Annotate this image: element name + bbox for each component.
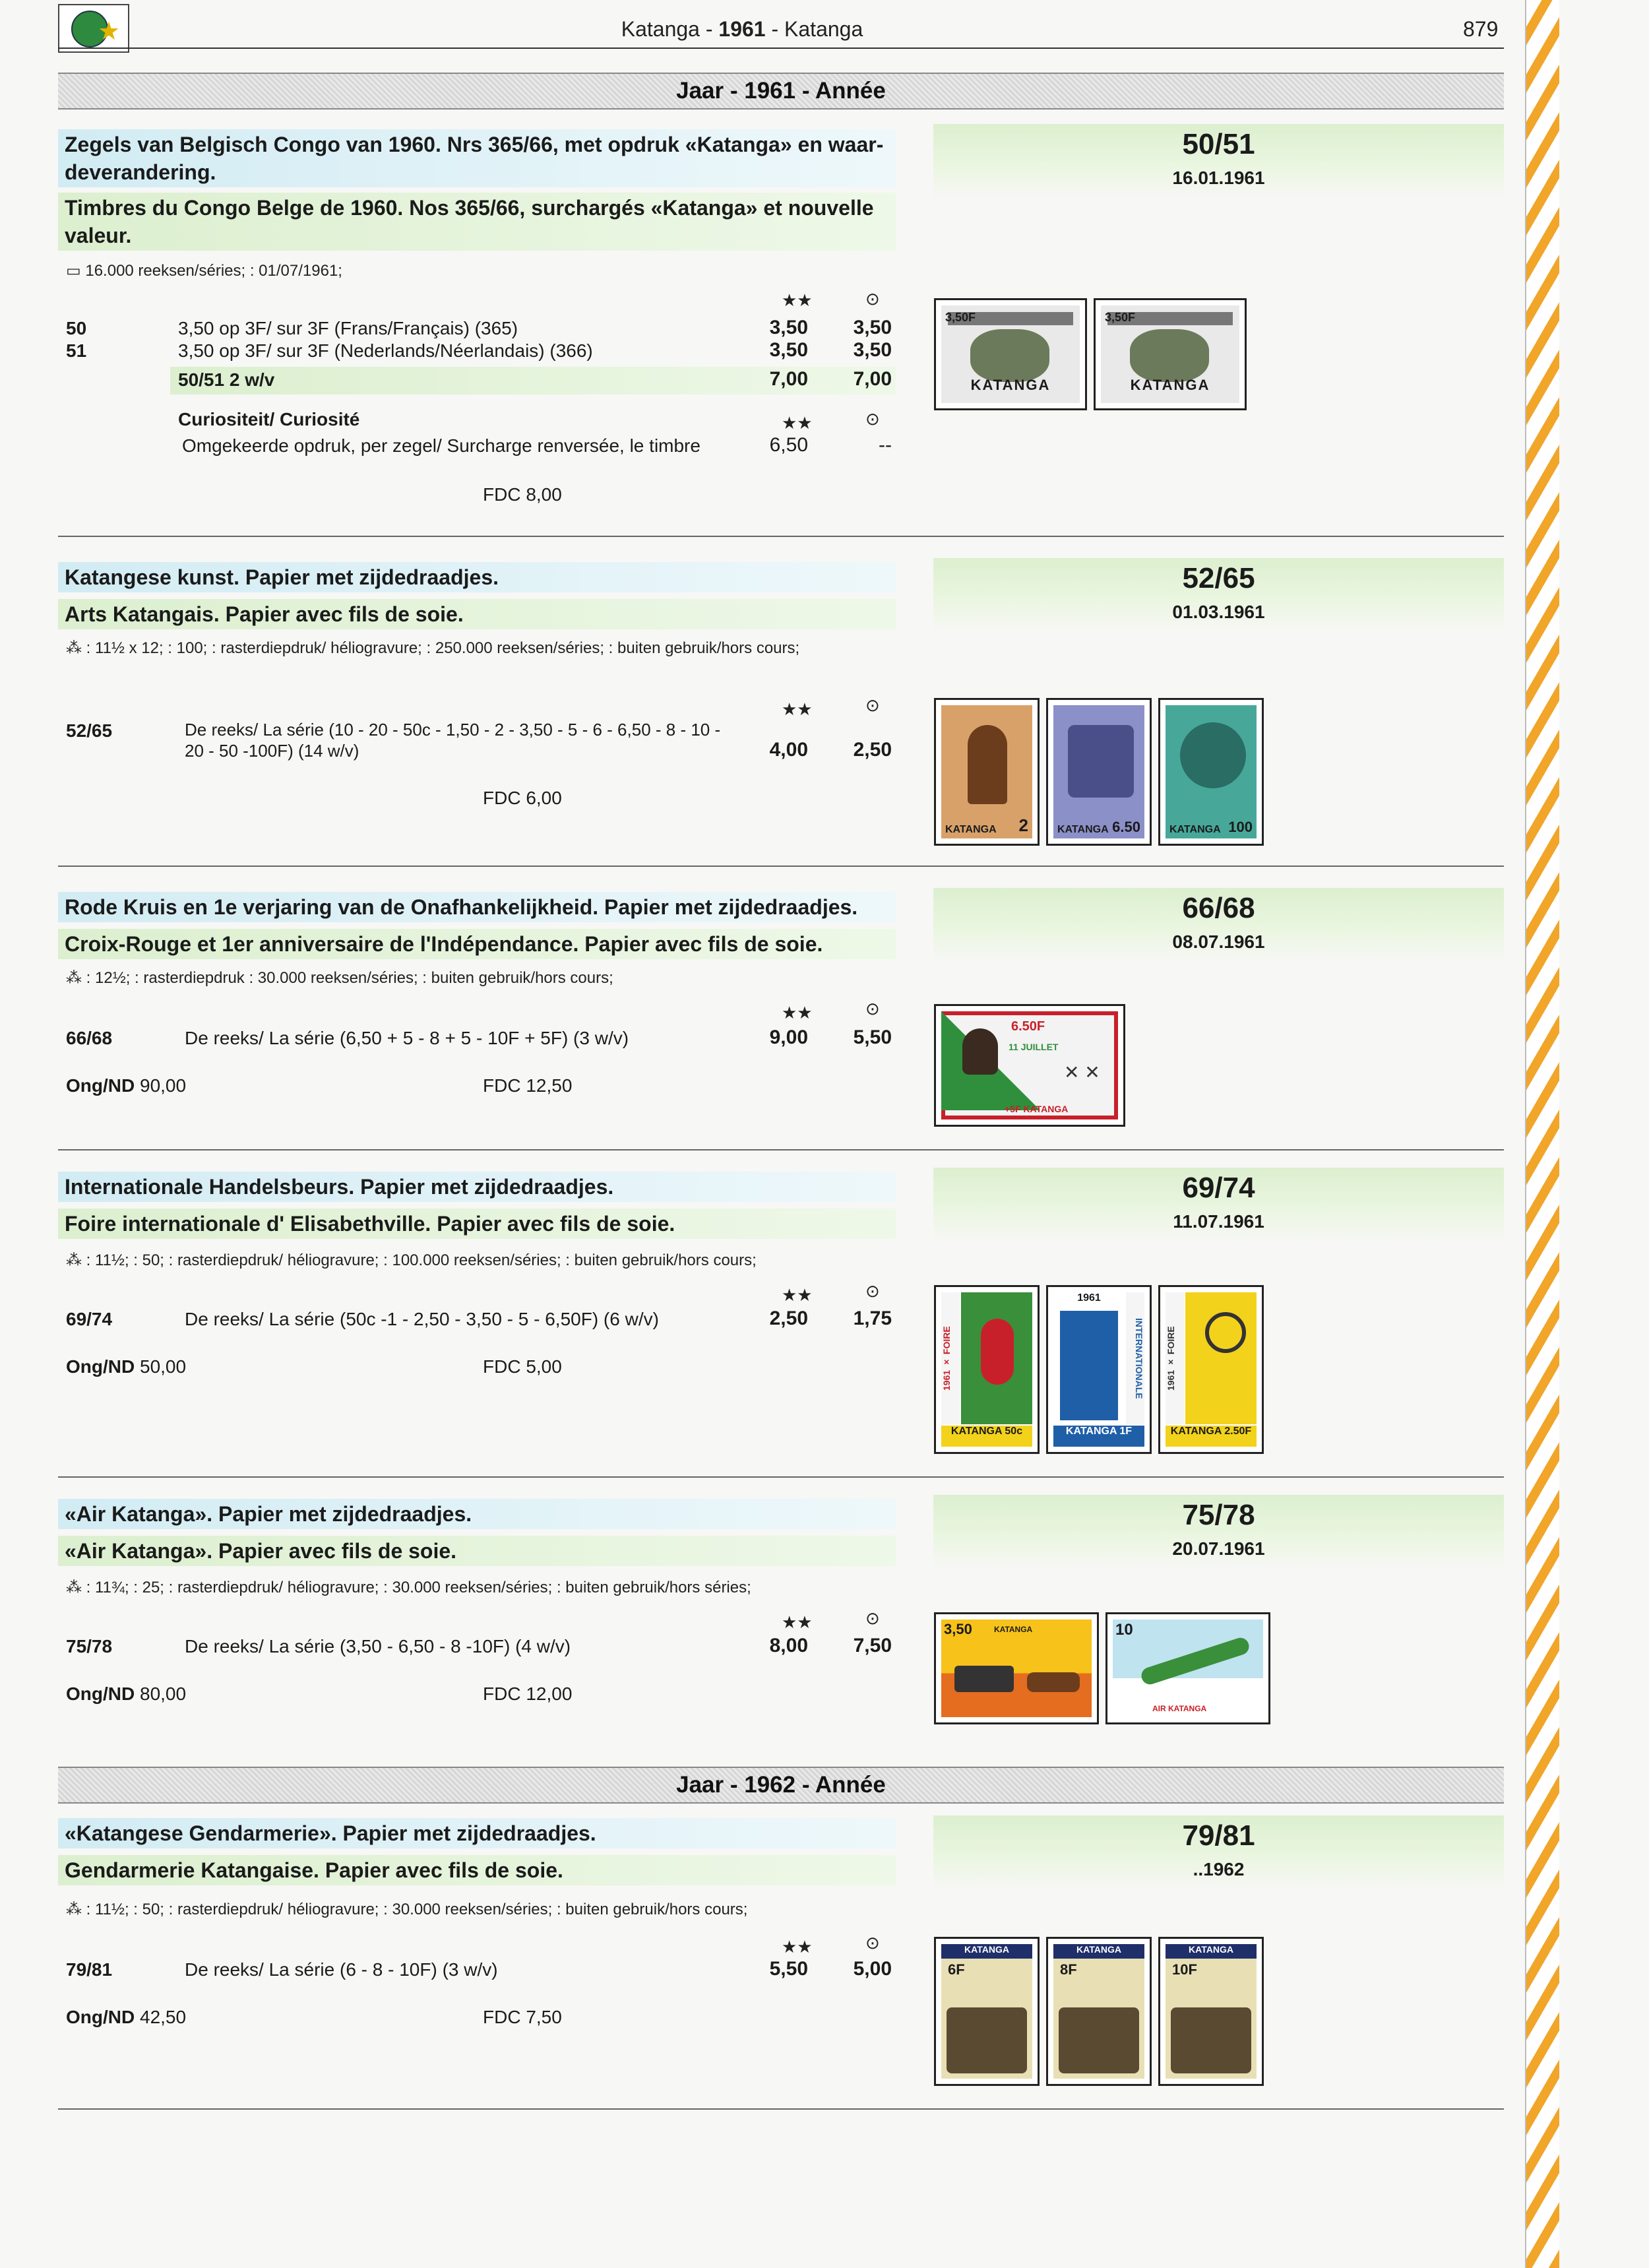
row-description: De reeks/ La série (50c -1 - 2,50 - 3,50 - 5 - 6,50F) (6 w/v) [185,1309,659,1329]
stamp-image [934,1004,1125,1127]
stamp-value: 10F [1172,1961,1197,1978]
nd-label: Ong/ND [66,1356,135,1377]
section-divider [58,866,1504,867]
page-number: 879 [1463,17,1499,41]
nd-label: Ong/ND [66,1684,135,1704]
row-description: 3,50 op 3F/ sur 3F (Nederlands/Néerlandais) (366) [178,340,593,361]
stamp-country: KATANGA [1170,1426,1222,1437]
mint-price: 5,50 [769,1958,808,1980]
mint-column-header: ★★ [782,413,813,433]
curiosity-description: Omgekeerde opdruk, per zegel/ Surcharge renversée, le timbre [182,435,700,456]
issue-date: 20.07.1961 [1172,1538,1265,1559]
stamp-country: KATANGA [941,1944,1032,1959]
mint-column-header: ★★ [782,1612,813,1632]
mint-column-header: ★★ [782,290,813,310]
stamp-value: 1F [1119,1426,1133,1437]
issue-ref-number: 75/78 [1182,1499,1255,1531]
issue-info [66,1249,890,1272]
stamp-value: 50c [1005,1426,1023,1437]
stamp-value: 3,50 [944,1621,972,1637]
issue-title-fr: Foire internationale d' Elisabethville. Papier avec fils de soie. [58,1209,896,1239]
catalog-number: 69/74 [66,1309,113,1329]
nd-price [66,1356,186,1377]
issue-title-fr: Arts Katangais. Papier avec fils de soie. [58,599,896,629]
used-column-header: ⊙ [865,1608,880,1628]
curiosity-used: -- [879,434,892,456]
issue-info [66,967,890,990]
year-banner-1962: Jaar - 1962 - Année [58,1767,1504,1804]
issue-info-text: : 11¾; : 25; : rasterdiepdruk/ héliogravure; : 30.000 reeksen/séries; : buiten gebruik/hors séries; [86,1579,751,1596]
stamp-side-text: 1961 × FOIRE [941,1292,960,1424]
used-column-header: ⊙ [865,289,880,309]
mint-price: 3,50 [769,339,808,361]
stamp-value: 100 [1228,819,1253,835]
row-description: De reeks/ La série (3,50 - 6,50 - 8 -10F) (4 w/v) [185,1636,571,1656]
nd-label: Ong/ND [66,2007,135,2027]
issue-title-nl: «Katangese Gendarmerie». Papier met zijdedraadjes. [58,1818,896,1848]
row-description: De reeks/ La série (10 - 20 - 50c - 1,50 - 2 - 3,50 - 5 - 6 - 6,50 - 8 - 10 - 20 - 50 -100F) (14 w/v) [185,720,721,761]
nd-value: 80,00 [140,1684,187,1704]
stamp-date: 11 JUILLET [1009,1042,1059,1052]
stamp-airline: AIR KATANGA [1152,1704,1207,1713]
stamp-year: 1961 [1077,1292,1101,1304]
issue-title-nl: Rode Kruis en 1e verjaring van de Onafhankelijkheid. Papier met zijdedraadjes. [58,892,896,922]
issue-info-text: : 11½; : 50; : rasterdiepdruk/ héliogravure; : 100.000 reeksen/séries; : buiten gebruik/hors cours; [86,1251,757,1269]
fdc-price: FDC 8,00 [483,484,562,505]
stamp-side-text: INTERNATIONALE [1126,1292,1144,1424]
publisher-logo [58,4,129,53]
catalog-number: 75/78 [66,1636,113,1656]
fdc-price: FDC 7,50 [483,2007,562,2027]
stamp-image [1094,298,1247,410]
mint-column-header: ★★ [782,1003,813,1023]
issue-title-nl: Katangese kunst. Papier met zijdedraadjes. [58,562,896,592]
section-divider [58,2108,1504,2110]
used-column-header: ⊙ [865,1933,880,1953]
stamp-image [1158,1937,1264,2086]
stamp-image [1046,1937,1152,2086]
nd-price [66,1684,186,1705]
stamp-country: KATANGA [945,824,997,835]
issue-title-nl: Internationale Handelsbeurs. Papier met zijdedraadjes. [58,1172,896,1202]
stamp-value: 8F [1060,1961,1077,1978]
stamp-value: 6.50 [1112,819,1140,835]
row-description: 3,50 op 3F/ sur 3F (Frans/Français) (365) [178,318,518,338]
issue-ref-number: 52/65 [1182,562,1255,594]
section-divider [58,1149,1504,1150]
issue-info [66,260,890,282]
perforation-icon: ⁂ [66,1901,82,1918]
issue-ref-number: 79/81 [1182,1819,1255,1852]
fdc-price: FDC 6,00 [483,788,562,808]
mint-price: 4,00 [769,739,808,761]
catalog-number: 50 [66,318,87,338]
catalog-number: 52/65 [66,720,113,741]
stamp-value: 6.50F [1011,1019,1045,1034]
sheet-icon: ▭ [66,262,81,280]
issue-info-text: : 12½; : rasterdiepdruk : 30.000 reeksen/séries; : buiten gebruik/hors cours; [86,969,613,987]
nd-label: Ong/ND [66,1075,135,1096]
nd-price [66,2007,186,2028]
used-price: 7,50 [853,1635,892,1656]
used-price: 2,50 [853,739,892,761]
catalog-number: 51 [66,340,87,361]
catalog-number: 66/68 [66,1028,113,1048]
stamp-image [1158,1285,1264,1454]
stamp-country: KATANGA [1023,1104,1069,1114]
perforation-icon: ⁂ [66,1579,82,1596]
section-divider [58,536,1504,537]
stamp-country: KATANGA [950,1426,1002,1437]
fdc-price: FDC 12,50 [483,1075,573,1096]
used-price: 1,75 [853,1307,892,1329]
used-column-header: ⊙ [865,1281,880,1301]
issue-info-text: : 11½ x 12; : 100; : rasterdiepdruk/ héliogravure; : 250.000 reeksen/séries; : buiten gebruik/hors cours; [86,639,800,657]
stamp-value: 3,50F [1105,311,1136,324]
fdc-price: FDC 5,00 [483,1356,562,1377]
stamp-value: 6F [948,1961,965,1978]
issue-date: 01.03.1961 [1172,602,1265,622]
mint-price: 9,00 [769,1026,808,1048]
nd-value: 42,50 [140,2007,187,2027]
mint-price: 2,50 [769,1307,808,1329]
stamp-image [1158,698,1264,846]
issue-info [66,1899,890,1921]
total-used: 7,00 [853,368,892,390]
used-price: 5,00 [853,1958,892,1980]
mint-column-header: ★★ [782,1937,813,1957]
stamp-image [1046,1285,1152,1454]
issue-info [66,1577,890,1599]
used-price: 3,50 [853,339,892,361]
stamp-country: KATANGA [1166,1944,1257,1959]
year-banner-1961: Jaar - 1961 - Année [58,73,1504,110]
running-header [462,17,1022,42]
stamp-value: 2 [1018,815,1028,835]
mint-price: 8,00 [769,1635,808,1656]
stamp-value: 3,50F [945,311,976,324]
used-price: 3,50 [853,317,892,338]
issue-ref-number: 66/68 [1182,892,1255,924]
issue-ref-number: 50/51 [1182,128,1255,160]
margin-stripe [1525,0,1559,2268]
stamp-image [934,1285,1040,1454]
star-icon: ★ [98,16,121,46]
issue-title-nl: Zegels van Belgisch Congo van 1960. Nrs 365/66, met opdruk «Katanga» en waar-deverandering. [58,129,896,187]
header-country-left: Katanga - [621,17,719,41]
issue-ref-number: 69/74 [1182,1172,1255,1204]
stamp-image [934,1937,1040,2086]
perforation-icon: ⁂ [66,969,82,987]
row-description: De reeks/ La série (6 - 8 - 10F) (3 w/v) [185,1959,498,1980]
total-label: 50/51 2 w/v [178,369,275,390]
issue-info-text: : 11½; : 50; : rasterdiepdruk/ héliogravure; : 30.000 reeksen/séries; : buiten gebruik/hors cours; [86,1901,748,1918]
row-description: De reeks/ La série (6,50 + 5 - 8 + 5 - 10F + 5F) (3 w/v) [185,1028,629,1048]
stamp-image [934,698,1040,846]
stamp-image [1105,1612,1270,1724]
nd-value: 50,00 [140,1356,187,1377]
header-rule [58,47,1504,49]
section-divider [58,1476,1504,1478]
total-mint: 7,00 [769,368,808,390]
stamp-country: KATANGA [1065,1426,1117,1437]
stamp-image [1046,698,1152,846]
cross-icon: ✕ ✕ [1064,1062,1100,1083]
header-year: 1961 [718,17,766,41]
mint-column-header: ★★ [782,699,813,719]
curiosity-mint: 6,50 [769,434,808,456]
stamp-value: 10 [1115,1621,1133,1639]
stamp-country: KATANGA [1169,824,1221,835]
used-price: 5,50 [853,1026,892,1048]
mint-price: 3,50 [769,317,808,338]
used-column-header: ⊙ [865,999,880,1019]
stamp-country: KATANGA [1053,1944,1144,1959]
perforation-icon: ⁂ [66,1251,82,1269]
stamp-image [934,1612,1099,1724]
stamp-value: 2.50F [1224,1426,1252,1437]
issue-info [66,637,890,660]
stamp-side-text: 1961 × FOIRE [1166,1292,1184,1424]
issue-date: 11.07.1961 [1173,1211,1264,1232]
issue-title-nl: «Air Katanga». Papier met zijdedraadjes. [58,1499,896,1529]
stamp-surcharge: +5F [1005,1104,1021,1114]
stamp-overprint: KATANGA [1130,377,1210,393]
issue-title-fr: Croix-Rouge et 1er anniversaire de l'Indépendance. Papier avec fils de soie. [58,929,896,959]
perforation-icon: ⁂ [66,639,82,657]
issue-title-fr: Timbres du Congo Belge de 1960. Nos 365/66, surchargés «Katanga» et nouvelle valeur. [58,193,896,251]
used-column-header: ⊙ [865,409,880,429]
stamp-image [934,298,1087,410]
issue-title-fr: Gendarmerie Katangaise. Papier avec fils de soie. [58,1855,896,1885]
stamp-country: KATANGA [994,1625,1033,1634]
used-column-header: ⊙ [865,695,880,715]
issue-title-fr: «Air Katanga». Papier avec fils de soie. [58,1536,896,1566]
catalog-number: 79/81 [66,1959,113,1980]
nd-price [66,1075,186,1096]
header-country-right: - Katanga [765,17,863,41]
stamp-country: KATANGA [1057,824,1109,835]
issue-date: 16.01.1961 [1172,168,1265,188]
issue-date: 08.07.1961 [1172,931,1265,952]
fdc-price: FDC 12,00 [483,1684,573,1704]
nd-value: 90,00 [140,1075,187,1096]
issue-info-text: 16.000 reeksen/séries; : 01/07/1961; [85,262,342,280]
issue-date: ..1962 [1193,1859,1245,1879]
mint-column-header: ★★ [782,1285,813,1305]
curiosity-title: Curiositeit/ Curiosité [178,409,360,429]
stamp-overprint: KATANGA [970,377,1051,393]
